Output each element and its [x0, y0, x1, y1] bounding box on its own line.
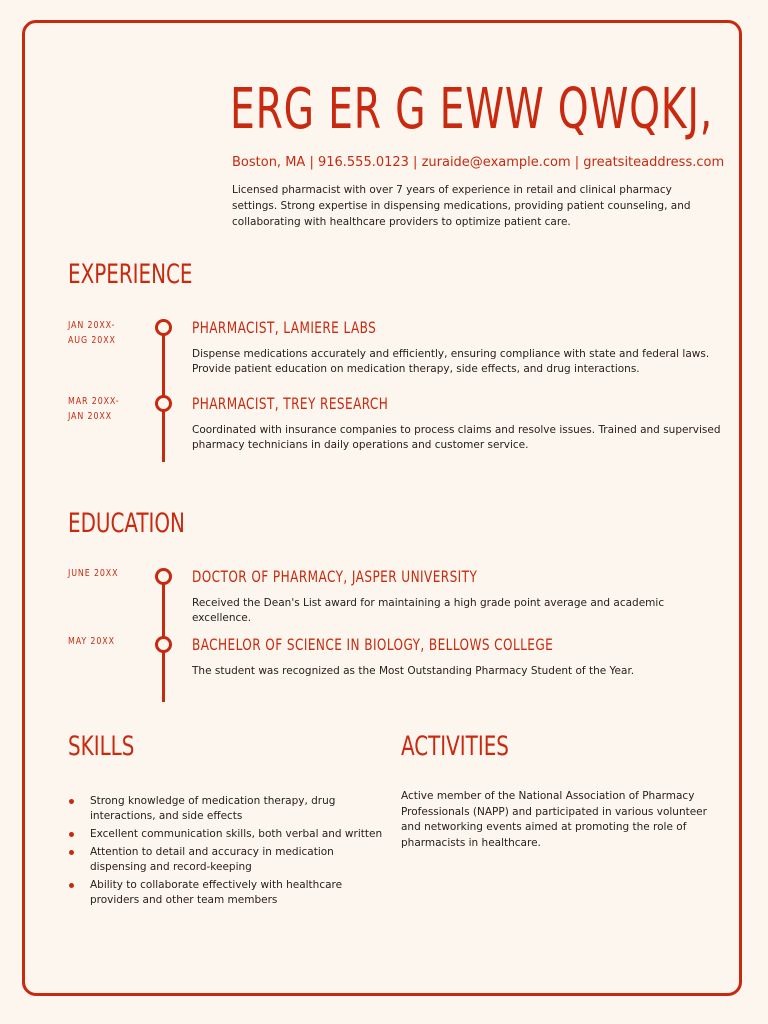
- experience-heading: EXPERIENCE: [68, 259, 193, 290]
- education-title: DOCTOR OF PHARMACY, JASPER UNIVERSITY: [192, 567, 478, 586]
- activities-text: Active member of the National Association of Pharmacy Professionals (NAPP) and participated in various volunteer and networking events aimed at promoting the role of pharmacists in healthcare.: [401, 790, 707, 849]
- education-title: BACHELOR OF SCIENCE IN BIOLOGY, BELLOWS COLLEGE: [192, 635, 554, 654]
- education-description: Received the Dean's List award for maintaining a high grade point average and academic excellence.: [192, 597, 665, 624]
- contact-info: Boston, MA | 916.555.0123 | zuraide@example.com | greatsiteaddress.com: [232, 155, 725, 170]
- timeline-marker: [155, 568, 172, 585]
- education-date: JUNE 20XX: [68, 568, 119, 579]
- experience-description: Dispense medications accurately and efficiently, ensuring compliance with state and federal laws. Provide patient education on medication therapy, side effects, and drug interactions.: [192, 348, 710, 375]
- timeline-marker: [155, 319, 172, 336]
- timeline-marker: [155, 395, 172, 412]
- skills-heading: SKILLS: [68, 731, 135, 762]
- skill-item: Strong knowledge of medication therapy, drug interactions, and side effects: [68, 794, 388, 824]
- skill-item: Ability to collaborate effectively with healthcare providers and other team members: [68, 878, 388, 908]
- skill-item: Attention to detail and accuracy in medication dispensing and record-keeping: [68, 845, 388, 875]
- education-heading: EDUCATION: [68, 508, 185, 539]
- skill-item: Excellent communication skills, both verbal and written: [68, 827, 388, 842]
- experience-title: PHARMACIST, LAMIERE LABS: [192, 318, 377, 337]
- profile-summary: Licensed pharmacist with over 7 years of experience in retail and clinical pharmacy settings. Strong expertise in dispensing medications, providing patient counseling, and collaborating with healthcare providers to optimize patient care.: [232, 184, 691, 228]
- skills-list: [68, 794, 388, 911]
- experience-date: JAN 20XX- AUG 20XX: [68, 320, 116, 346]
- timeline-marker: [155, 636, 172, 653]
- experience-date: MAR 20XX- JAN 20XX: [68, 396, 120, 422]
- experience-title: PHARMACIST, TREY RESEARCH: [192, 394, 389, 413]
- candidate-name: ERG ER G EWW QWQKJ,: [230, 77, 713, 142]
- experience-description: Coordinated with insurance companies to process claims and resolve issues. Trained and supervised pharmacy technicians in daily operations and customer service.: [192, 424, 721, 451]
- education-date: MAY 20XX: [68, 636, 115, 647]
- activities-heading: ACTIVITIES: [401, 731, 509, 762]
- education-description: The student was recognized as the Most Outstanding Pharmacy Student of the Year.: [192, 665, 635, 677]
